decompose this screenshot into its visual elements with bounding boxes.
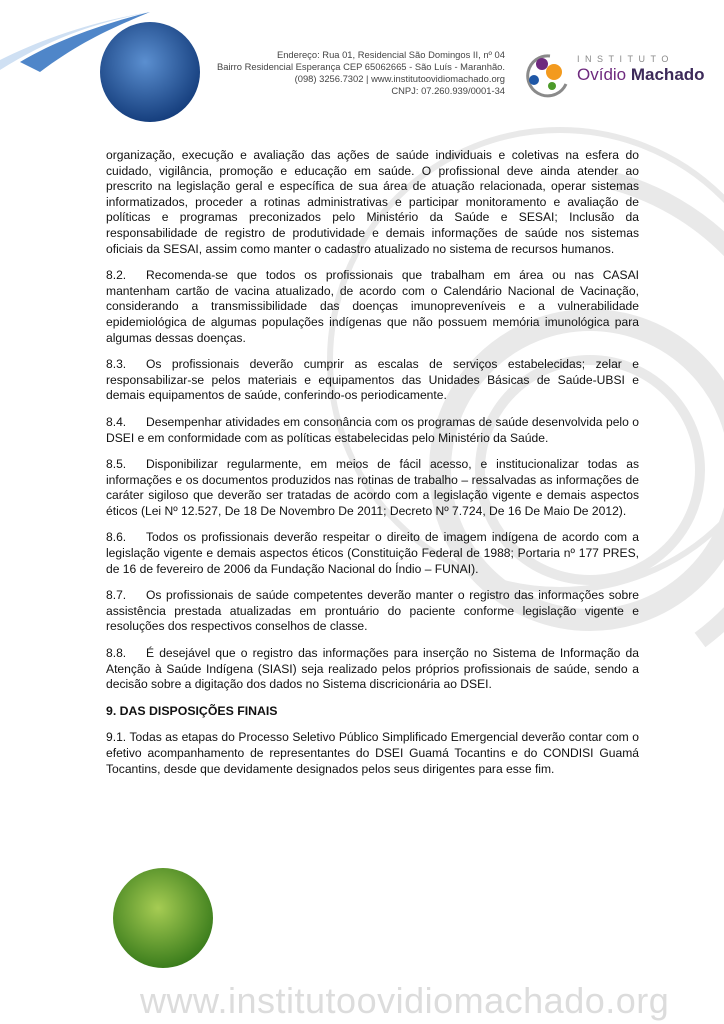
section-heading: 9. DAS DISPOSIÇÕES FINAIS — [106, 703, 278, 718]
item-text: Os profissionais deverão cumprir as escalas de serviços estabelecidas; zelar e responsabilizar-se pelos materiais e equipamentos das Unidades Básicas de Saúde-UBSI e demais equipamentos de saúde, conferindo-os periodicamente. — [106, 357, 639, 403]
item-number: 8.2. — [106, 268, 127, 283]
list-item — [106, 457, 639, 519]
item-number: 8.6. — [106, 530, 127, 545]
logo-name-bold: Machado — [630, 65, 705, 84]
blue-swoosh — [0, 0, 150, 70]
list-item — [106, 415, 639, 446]
logo-mark-icon — [520, 50, 574, 98]
item-number: 8.8. — [106, 646, 127, 661]
item-number: 8.5. — [106, 457, 127, 472]
logo-name — [577, 65, 705, 85]
footer-watermark-url: www.institutoovidiomachado.org — [140, 980, 670, 1021]
address-line: Bairro Residencial Esperança CEP 65062665 - São Luís - Maranhão. — [216, 61, 505, 72]
address-line: Endereço: Rua 01, Residencial São Domingos II, nº 04 — [276, 49, 505, 60]
document-body — [106, 148, 639, 788]
list-item — [106, 646, 639, 693]
address-line: CNPJ: 07.260.939/0001-34 — [391, 85, 505, 96]
item-number: 8.7. — [106, 588, 127, 603]
address-line: (098) 3256.7302 | www.institutoovidiomachado.org — [294, 73, 505, 84]
list-item — [106, 530, 639, 577]
item-text: Desempenhar atividades em consonância com os programas de saúde desenvolvida pelo o DSEI e em conformidade com as políticas estabelecidas pelo Ministério da Saúde. — [106, 414, 639, 445]
header-address — [200, 49, 505, 97]
list-item — [106, 268, 639, 346]
final-paragraph: 9.1. Todas as etapas do Processo Seletivo Público Simplificado Emergencial deverão contar com o efetivo acompanhamento de representantes do DSEI Guamá Tocantins e do CONDISI Guamá Tocantins, desde que devidamente designados pelos seus dirigentes para esse fim. — [106, 730, 639, 776]
blue-circle — [100, 22, 200, 122]
item-text: Os profissionais de saúde competentes deverão manter o registro das informações sobre assistência prestada atualizadas em prontuário do paciente conforme legislação vigente e resoluções dos respectivos conselhos de classe. — [106, 588, 639, 634]
logo-name-light: Ovídio — [577, 65, 631, 84]
institute-logo — [520, 50, 710, 98]
list-item — [106, 588, 639, 635]
item-number: 8.4. — [106, 414, 127, 429]
item-text: Todos os profissionais deverão respeitar o direito de imagem indígena de acordo com a legislação vigente e demais aspectos éticos (Constituição Federal de 1988; Portaria nº 177 PRES, de 16 de fevereiro de 2006 da Fundação Nacional do Índio – FUNAI). — [106, 530, 639, 576]
list-item — [106, 357, 639, 404]
item-number: 8.3. — [106, 357, 127, 372]
item-text: Disponibilizar regularmente, em meios de fácil acesso, e institucionalizar todas as informações e os documentos produzidos nas rotinas de trabalho – ressalvadas as informações de caráter sigiloso que deverão ser tratadas de acordo com a legislação vigente e demais aspectos éticos (Lei Nº 12.527, De 18 De Novembro De 2011; Decreto Nº 7.724, De 16 De Maio De 2012). — [106, 457, 639, 518]
item-text: Recomenda-se que todos os profissionais que trabalham em área ou nas CASAI mantenham cartão de vacina atualizado, de acordo com o Calendário Nacional de Vacinação, considerando a transmissibilidade das doenças imunopreveníveis e a vulnerabilidade epidemiológica de algumas populações indígenas que não possuem memória imunológica para algumas dessas doenças. — [106, 268, 639, 345]
green-circle — [113, 868, 213, 968]
item-text: É desejável que o registro das informações para inserção no Sistema de Informação da Atenção à Saúde Indígena (SIASI) seja realizado pelos próprios profissionais de saúde, sendo a decisão sobre a digitação dos dados no Sistema discricionária ao DSEI. — [106, 646, 639, 692]
logo-instituto-text: INSTITUTO — [577, 54, 674, 64]
intro-paragraph: organização, execução e avaliação das ações de saúde individuais e coletivas na esfera do cuidado, vigilância, promoção e educação em saúde. O profissional deve ainda atender ao prescrito na legislação geral e específica de sua área de atuação relacionada, operar sistemas informatizados, proceder a rotinas administrativas e participar monitoramento e avaliação de políticas e programas preconizados pelo Ministério da Saúde e SESAI; Inclusão da responsabilidade de registro de produtividade e demais informações de saúde nos sistemas oficiais da SESAI, assim como manter o cadastro atualizado no sistema de recursos humanos. — [106, 148, 639, 256]
